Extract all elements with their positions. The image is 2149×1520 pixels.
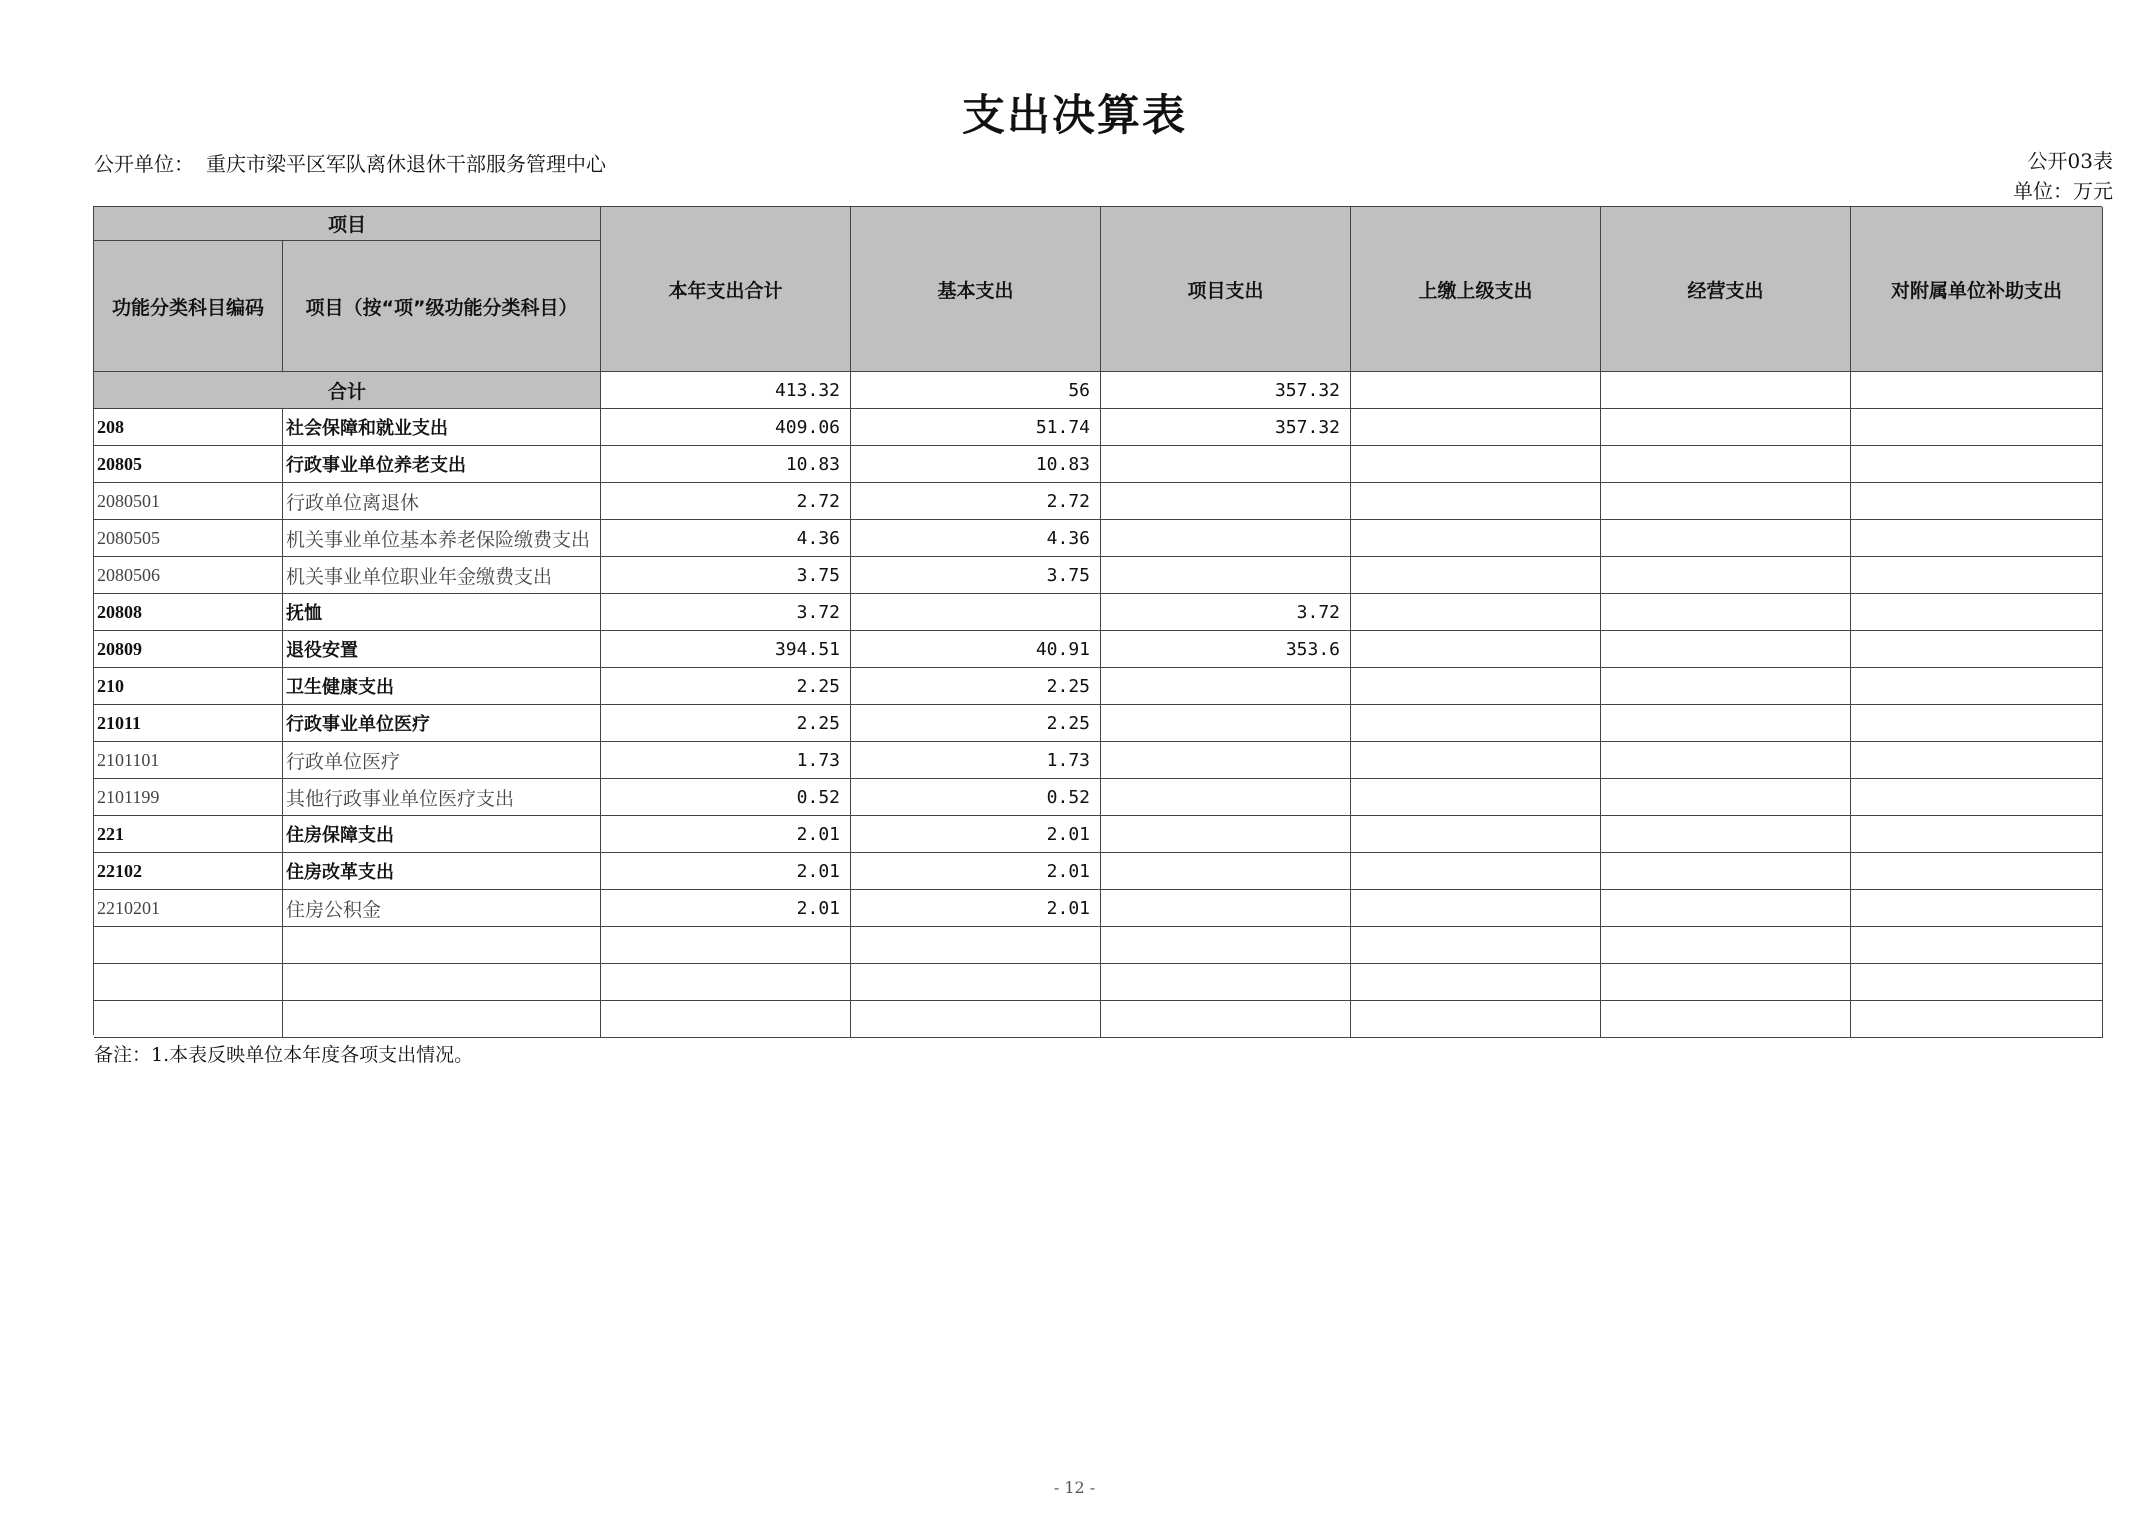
cell-name: 行政单位离退休	[283, 483, 601, 520]
cell-total	[601, 964, 851, 1001]
header-upper: 上缴上级支出	[1351, 207, 1601, 372]
cell-subsidy	[1851, 557, 2103, 594]
unit-info	[94, 150, 654, 178]
cell-upper	[1351, 890, 1601, 927]
cell-business	[1601, 742, 1851, 779]
cell-business	[1601, 631, 1851, 668]
cell-total: 1.73	[601, 742, 851, 779]
header-code: 功能分类科目编码	[94, 241, 283, 372]
cell-basic: 1.73	[851, 742, 1101, 779]
sum-basic: 56	[851, 372, 1101, 409]
cell-project	[1101, 890, 1351, 927]
cell-code	[94, 1001, 283, 1038]
cell-business	[1601, 853, 1851, 890]
cell-basic: 10.83	[851, 446, 1101, 483]
cell-business	[1601, 890, 1851, 927]
cell-basic	[851, 594, 1101, 631]
cell-code: 221	[94, 816, 283, 853]
sum-project: 357.32	[1101, 372, 1351, 409]
cell-upper	[1351, 779, 1601, 816]
cell-name: 卫生健康支出	[283, 668, 601, 705]
sum-upper	[1351, 372, 1601, 409]
unit-label: 公开单位：	[94, 152, 194, 176]
cell-code: 210	[94, 668, 283, 705]
cell-total: 2.25	[601, 668, 851, 705]
cell-subsidy	[1851, 779, 2103, 816]
cell-project: 3.72	[1101, 594, 1351, 631]
cell-name: 住房改革支出	[283, 853, 601, 890]
cell-business	[1601, 520, 1851, 557]
currency-unit: 单位：万元	[2013, 179, 2113, 203]
cell-basic: 2.01	[851, 890, 1101, 927]
header-total: 本年支出合计	[601, 207, 851, 372]
cell-subsidy	[1851, 446, 2103, 483]
cell-basic: 51.74	[851, 409, 1101, 446]
cell-code: 2210201	[94, 890, 283, 927]
cell-name	[283, 927, 601, 964]
cell-name: 机关事业单位职业年金缴费支出	[283, 557, 601, 594]
cell-upper	[1351, 631, 1601, 668]
cell-upper	[1351, 816, 1601, 853]
cell-basic: 2.01	[851, 816, 1101, 853]
cell-subsidy	[1851, 1001, 2103, 1038]
cell-business	[1601, 816, 1851, 853]
cell-name: 住房保障支出	[283, 816, 601, 853]
cell-name: 机关事业单位基本养老保险缴费支出	[283, 520, 601, 557]
cell-basic: 2.25	[851, 705, 1101, 742]
cell-total: 3.75	[601, 557, 851, 594]
page-number: - 12 -	[1053, 1478, 1096, 1497]
cell-code: 2080505	[94, 520, 283, 557]
cell-code: 2101101	[94, 742, 283, 779]
cell-project	[1101, 446, 1351, 483]
cell-total: 394.51	[601, 631, 851, 668]
cell-code: 2080501	[94, 483, 283, 520]
cell-basic: 0.52	[851, 779, 1101, 816]
cell-total: 2.01	[601, 890, 851, 927]
cell-business	[1601, 705, 1851, 742]
cell-name	[283, 1001, 601, 1038]
cell-business	[1601, 1001, 1851, 1038]
cell-project	[1101, 520, 1351, 557]
cell-project: 353.6	[1101, 631, 1351, 668]
cell-project: 357.32	[1101, 409, 1351, 446]
cell-subsidy	[1851, 742, 2103, 779]
cell-code: 20805	[94, 446, 283, 483]
cell-subsidy	[1851, 890, 2103, 927]
cell-upper	[1351, 1001, 1601, 1038]
cell-upper	[1351, 964, 1601, 1001]
cell-total	[601, 1001, 851, 1038]
cell-subsidy	[1851, 594, 2103, 631]
cell-upper	[1351, 742, 1601, 779]
cell-subsidy	[1851, 520, 2103, 557]
cell-upper	[1351, 409, 1601, 446]
sum-total: 413.32	[601, 372, 851, 409]
cell-code: 2080506	[94, 557, 283, 594]
cell-upper	[1351, 483, 1601, 520]
cell-basic	[851, 964, 1101, 1001]
cell-code: 2101199	[94, 779, 283, 816]
cell-basic	[851, 927, 1101, 964]
cell-business	[1601, 779, 1851, 816]
cell-upper	[1351, 705, 1601, 742]
cell-upper	[1351, 594, 1601, 631]
header-subsidy: 对附属单位补助支出	[1851, 207, 2103, 372]
cell-name: 社会保障和就业支出	[283, 409, 601, 446]
cell-project	[1101, 742, 1351, 779]
cell-business	[1601, 483, 1851, 520]
cell-total: 2.01	[601, 816, 851, 853]
cell-total: 0.52	[601, 779, 851, 816]
cell-project	[1101, 816, 1351, 853]
cell-upper	[1351, 668, 1601, 705]
cell-total: 409.06	[601, 409, 851, 446]
expenditure-table	[93, 206, 2102, 1035]
form-number: 公开03表	[2027, 149, 2113, 173]
sum-business	[1601, 372, 1851, 409]
sum-subsidy	[1851, 372, 2103, 409]
cell-name: 行政单位医疗	[283, 742, 601, 779]
cell-project	[1101, 779, 1351, 816]
cell-business	[1601, 594, 1851, 631]
cell-name: 其他行政事业单位医疗支出	[283, 779, 601, 816]
cell-basic: 3.75	[851, 557, 1101, 594]
header-business: 经营支出	[1601, 207, 1851, 372]
cell-code	[94, 927, 283, 964]
header-basic: 基本支出	[851, 207, 1101, 372]
cell-name	[283, 964, 601, 1001]
cell-total: 4.36	[601, 520, 851, 557]
cell-total: 2.25	[601, 705, 851, 742]
unit-name: 重庆市梁平区军队离休退休干部服务管理中心	[206, 152, 606, 176]
cell-upper	[1351, 557, 1601, 594]
cell-upper	[1351, 927, 1601, 964]
cell-name: 行政事业单位养老支出	[283, 446, 601, 483]
cell-upper	[1351, 446, 1601, 483]
header-item: 项目	[94, 207, 601, 241]
cell-project	[1101, 1001, 1351, 1038]
cell-total: 3.72	[601, 594, 851, 631]
cell-subsidy	[1851, 668, 2103, 705]
cell-project	[1101, 668, 1351, 705]
cell-total	[601, 927, 851, 964]
cell-subsidy	[1851, 816, 2103, 853]
cell-project	[1101, 483, 1351, 520]
cell-code: 22102	[94, 853, 283, 890]
header-name: 项目（按“项”级功能分类科目）	[283, 241, 601, 372]
cell-code: 20808	[94, 594, 283, 631]
cell-total: 10.83	[601, 446, 851, 483]
sum-label: 合计	[94, 372, 601, 409]
footnote: 备注：1.本表反映单位本年度各项支出情况。	[94, 1044, 474, 1066]
cell-business	[1601, 409, 1851, 446]
cell-upper	[1351, 853, 1601, 890]
cell-subsidy	[1851, 927, 2103, 964]
cell-subsidy	[1851, 631, 2103, 668]
header-project: 项目支出	[1101, 207, 1351, 372]
cell-basic	[851, 1001, 1101, 1038]
cell-name: 住房公积金	[283, 890, 601, 927]
cell-project	[1101, 927, 1351, 964]
header-right	[2013, 146, 2113, 206]
cell-business	[1601, 446, 1851, 483]
cell-total: 2.72	[601, 483, 851, 520]
cell-basic: 2.01	[851, 853, 1101, 890]
cell-subsidy	[1851, 483, 2103, 520]
cell-name: 行政事业单位医疗	[283, 705, 601, 742]
cell-total: 2.01	[601, 853, 851, 890]
cell-project	[1101, 705, 1351, 742]
cell-project	[1101, 557, 1351, 594]
cell-basic: 2.72	[851, 483, 1101, 520]
cell-business	[1601, 557, 1851, 594]
cell-subsidy	[1851, 705, 2103, 742]
cell-subsidy	[1851, 409, 2103, 446]
cell-subsidy	[1851, 853, 2103, 890]
cell-code: 208	[94, 409, 283, 446]
cell-name: 退役安置	[283, 631, 601, 668]
page-title: 支出决算表	[962, 91, 1187, 141]
cell-basic: 40.91	[851, 631, 1101, 668]
cell-basic: 2.25	[851, 668, 1101, 705]
cell-business	[1601, 927, 1851, 964]
cell-project	[1101, 853, 1351, 890]
cell-name: 抚恤	[283, 594, 601, 631]
cell-business	[1601, 668, 1851, 705]
cell-code: 21011	[94, 705, 283, 742]
cell-subsidy	[1851, 964, 2103, 1001]
cell-basic: 4.36	[851, 520, 1101, 557]
cell-upper	[1351, 520, 1601, 557]
cell-project	[1101, 964, 1351, 1001]
cell-business	[1601, 964, 1851, 1001]
cell-code	[94, 964, 283, 1001]
cell-code: 20809	[94, 631, 283, 668]
